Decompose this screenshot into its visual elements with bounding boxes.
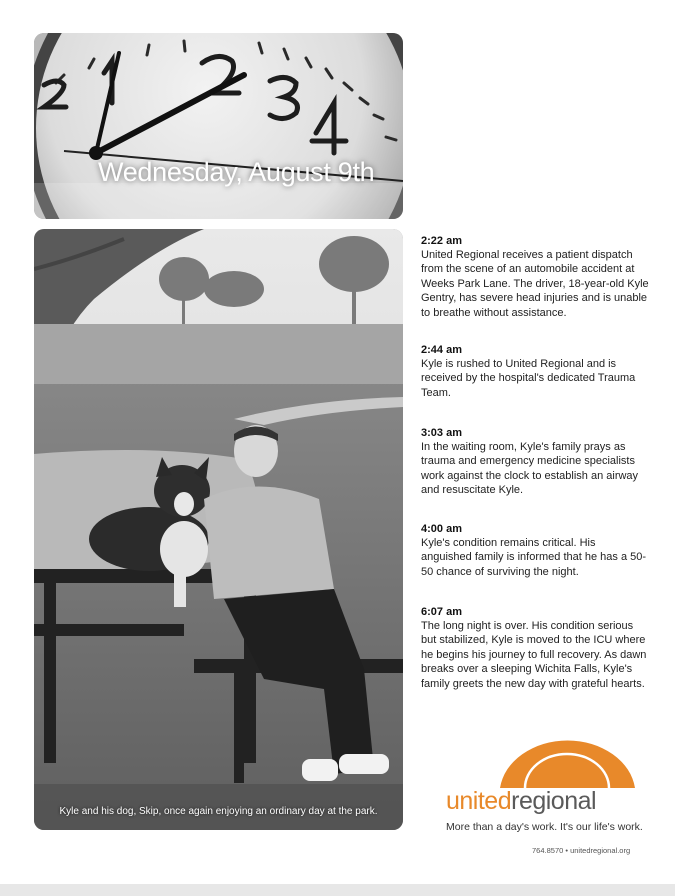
timeline-entry — [421, 343, 649, 400]
entry-time: 6:07 am — [421, 606, 462, 618]
entry-text: United Regional receives a patient dispatch from the scene of an automobile accident at Weeks Park Lane. The driver, 18-year-old Kyle Gentry, has severe head injuries and is unable to breathe without assistance. — [421, 249, 649, 319]
page-bottom-band — [0, 884, 675, 896]
brand-name-part1: united — [446, 787, 512, 815]
park-scene-graphic — [34, 229, 403, 830]
clock-face-graphic — [34, 33, 403, 219]
entry-time: 2:22 am — [421, 235, 462, 247]
park-photo — [34, 229, 403, 830]
entry-time: 4:00 am — [421, 523, 462, 535]
entry-text: Kyle's condition remains critical. His anguished family is informed that he has a 50-50 chance of surviving the night. — [421, 537, 647, 578]
timeline-entry — [421, 605, 649, 691]
clock-image — [34, 33, 403, 219]
photo-caption: Kyle and his dog, Skip, once again enjoying an ordinary day at the park. — [59, 806, 378, 817]
timeline-entry — [421, 426, 649, 498]
timeline-entry — [421, 522, 649, 579]
entry-text: In the waiting room, Kyle's family prays as trauma and emergency medicine specialists work against the clock to establish an airway and resuscitate Kyle. — [421, 441, 639, 497]
brand-tagline: More than a day's work. It's our life's work. — [446, 821, 643, 833]
entry-time: 3:03 am — [421, 427, 462, 439]
entry-text: Kyle is rushed to United Regional and is received by the hospital's dedicated Trauma Team. — [421, 358, 636, 399]
contact-info: 764.8570 • unitedregional.org — [532, 846, 631, 855]
entry-text: The long night is over. His condition serious but stabilized, Kyle is moved to the ICU where he begins his journey to full recovery. As dawn breaks over a sleeping Wichita Falls, Kyle's family greets the new day with grateful hearts. — [421, 620, 647, 690]
brand-name-part2: regional — [511, 787, 597, 815]
timeline-entry — [421, 234, 649, 320]
brand-wordmark — [446, 786, 596, 816]
entry-time: 2:44 am — [421, 344, 462, 356]
date-heading: Wednesday, August 9th — [98, 157, 375, 187]
logo-sun-icon — [443, 732, 643, 832]
